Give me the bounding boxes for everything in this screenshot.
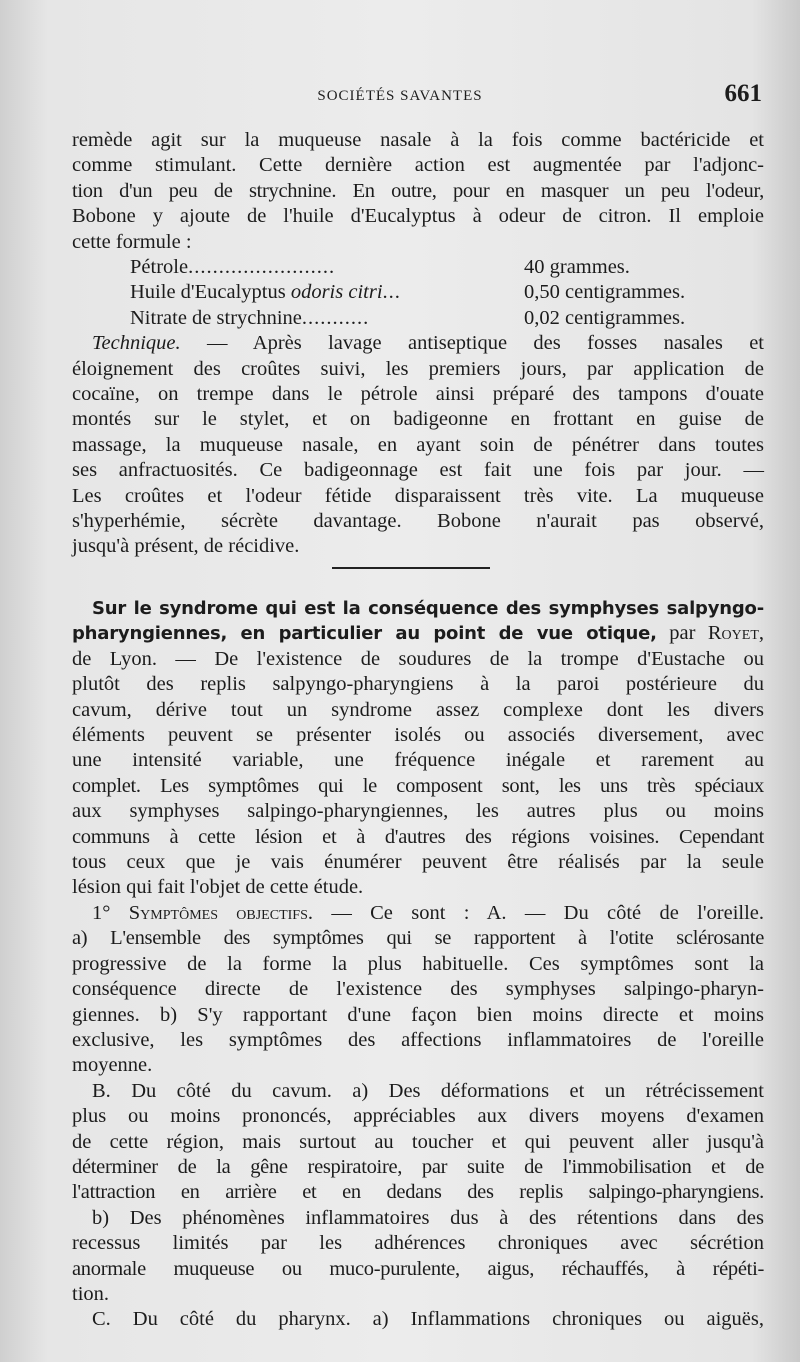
running-header <box>0 80 800 112</box>
text-line: anormale muqueuse ou muco-purulente, aigus, réchauffés, à répéti- <box>72 1257 764 1280</box>
text-line: tous ceux que je vais énumérer peuvent être réalisés par la seule <box>72 851 764 874</box>
text-line: l'attraction en arrière et en dedans des replis salpingo-pharyngiens. <box>72 1181 764 1204</box>
text-line: Technique. — Après lavage antiseptique des fosses nasales et <box>92 332 764 355</box>
technique-label: Technique. <box>92 332 181 355</box>
text-line: éloignement des croûtes suivi, les premiers jours, par application de <box>72 357 764 380</box>
page-number: 661 <box>724 80 762 107</box>
article-royet <box>72 596 764 901</box>
text-line: lésion qui fait l'objet de cette étude. <box>72 876 364 899</box>
text-line: 1° Symptômes objectifs. — Ce sont : A. — Du côté de l'oreille. <box>92 901 764 924</box>
paragraph-bobone-remedy <box>72 128 764 255</box>
text-line: complet. Les symptômes qui le composent sont, les uns très spéciaux <box>72 774 764 797</box>
text-line: b) Des phénomènes inflammatoires dus à des rétentions dans des <box>92 1206 764 1229</box>
article-author: Royet <box>707 622 759 645</box>
formula-leader-dots: ... <box>382 281 401 304</box>
text-line: B. Du côté du cavum. a) Des déformations et un rétrécissement <box>92 1079 764 1102</box>
formula-list <box>72 255 764 331</box>
text-line: tion d'un peu de strychnine. En outre, pour en masquer un peu l'odeur, <box>72 179 764 202</box>
formula-quantity: 0,50 centigrammes. <box>524 281 686 304</box>
formula-leader-dots: ........................ <box>188 256 336 279</box>
symptoms-section <box>72 901 764 1333</box>
formula-row <box>72 280 764 305</box>
running-title: SOCIÉTÉS SAVANTES <box>317 88 483 104</box>
formula-ingredient: Huile d'Eucalyptus <box>130 281 291 304</box>
text-line: pharyngiennes, en particulier au point de vue otique, par Royet, <box>72 622 764 645</box>
formula-row <box>72 255 764 280</box>
text-line: tion. <box>72 1282 110 1305</box>
text-line: de Lyon. — De l'existence de soudures de la trompe d'Eustache ou <box>72 647 764 670</box>
text-line: montés sur le stylet, et on badigeonne en frottant en guise de <box>72 408 764 431</box>
text-line: déterminer de la gêne respiratoire, par suite de l'immobilisation et de <box>72 1155 764 1178</box>
text-line: giennes. b) S'y rapportant d'une façon bien moins directe et moins <box>72 1003 764 1026</box>
text-line: cette formule : <box>72 230 192 253</box>
text-line: exclusive, les symptômes des affections inflammatoires de l'oreille <box>72 1028 764 1051</box>
text-line: aux symphyses salpingo-pharyngiennes, les autres plus ou moins <box>72 800 764 823</box>
formula-ingredient-latin: odoris citri <box>290 281 383 304</box>
text-line: s'hyperhémie, sécrète davantage. Bobone n'aurait pas observé, <box>72 510 764 533</box>
formula-row <box>72 306 764 331</box>
formula-ingredient: Pétrole <box>130 256 189 279</box>
text-line: ses anfractuosités. Ce badigeonnage est fait une fois par jour. — <box>72 459 764 482</box>
formula-quantity: 40 grammes. <box>524 256 630 279</box>
text-line: massage, la muqueuse nasale, en ayant soin de pénétrer dans toutes <box>72 433 764 456</box>
text-line: cavum, dérive tout un syndrome assez complexe dont les divers <box>72 698 764 721</box>
text-line: communs à cette lésion et à d'autres des régions voisines. Cependant <box>72 825 764 848</box>
section-divider <box>332 567 490 569</box>
text-line: Les croûtes et l'odeur fétide disparaissent très vite. La muqueuse <box>72 484 764 507</box>
paragraph-technique <box>72 331 764 560</box>
text-line: éléments peuvent se présenter isolés ou associés diversement, avec <box>72 724 764 747</box>
text-line: de cette région, mais surtout au toucher et qui peuvent aller jusqu'à <box>72 1130 764 1153</box>
text-line: jusqu'à présent, de récidive. <box>72 535 300 558</box>
text-line: conséquence directe de l'existence des symphyses salpingo-pharyn- <box>72 978 764 1001</box>
section-number: 1° <box>92 901 111 924</box>
formula-leader-dots: ........... <box>301 306 370 329</box>
text-line: plutôt des replis salpyngo-pharyngiens à la paroi postérieure du <box>72 673 764 696</box>
text-line: recessus limités par les adhérences chroniques avec sécrétion <box>72 1232 764 1255</box>
section-heading: Symptômes objectifs. <box>128 901 313 924</box>
article-title-cont: pharyngiennes, en particulier au point de vue otique, <box>72 623 657 645</box>
upper-text-block <box>72 128 764 560</box>
text-line: remède agit sur la muqueuse nasale à la fois comme bactéricide et <box>72 129 764 151</box>
text-line: une intensité variable, une fréquence inégale et rarement au <box>72 749 764 772</box>
text-line: progressive de la forme la plus habituelle. Ces symptômes sont la <box>72 952 764 975</box>
text-line: cocaïne, on trempe dans le pétrole ainsi préparé des tampons d'ouate <box>72 383 764 406</box>
formula-ingredient: Nitrate de strychnine <box>130 306 302 329</box>
text-line: Bobone y ajoute de l'huile d'Eucalyptus à odeur de citron. Il emploie <box>72 205 764 228</box>
text-line: C. Du côté du pharynx. a) Inflammations chroniques ou aiguës, <box>92 1308 764 1331</box>
text-line: moyenne. <box>72 1054 153 1077</box>
text-line: a) L'ensemble des symptômes qui se rapportent à l'otite sclérosante <box>72 927 764 950</box>
article-title: Sur le syndrome qui est la conséquence des symphyses salpyngo- <box>92 598 764 619</box>
text-line: plus ou moins prononcés, appréciables aux divers moyens d'examen <box>72 1105 764 1128</box>
lower-text-block <box>72 596 764 1333</box>
formula-quantity: 0,02 centigrammes. <box>524 306 686 329</box>
text-line: comme stimulant. Cette dernière action est augmentée par l'adjonc- <box>72 154 764 177</box>
